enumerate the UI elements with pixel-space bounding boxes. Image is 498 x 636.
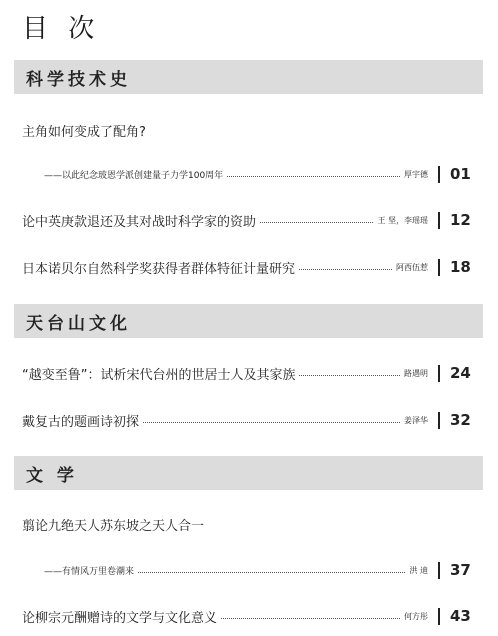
entry-author: 王 坚，李瑶瑶 xyxy=(377,215,428,225)
entry-title: 主角如何变成了配角? xyxy=(22,124,146,140)
dot-leader xyxy=(299,269,392,270)
page-number: 43 xyxy=(450,607,471,625)
page-number: 37 xyxy=(450,561,471,579)
entry-title: 日本诺贝尔自然科学奖获得者群体特征计量研究 xyxy=(22,261,296,277)
page-number: 32 xyxy=(450,411,471,429)
toc-entry[interactable] xyxy=(22,560,474,580)
entry-author: 姜泽华 xyxy=(404,415,428,425)
entry-title: 论中英庚款退还及其对战时科学家的资助 xyxy=(22,214,257,230)
toc-entry[interactable] xyxy=(22,210,474,230)
toc-entry[interactable] xyxy=(22,410,474,430)
entry-title: 戴复古的题画诗初探 xyxy=(22,414,140,430)
toc-entry[interactable] xyxy=(22,257,474,277)
page-separator xyxy=(438,608,440,625)
entry-author: 阿西伍惹 xyxy=(396,262,428,272)
entry-author: 洪 迪 xyxy=(409,565,428,575)
page-separator xyxy=(438,166,440,183)
dot-leader xyxy=(227,176,400,177)
page-number: 12 xyxy=(450,211,471,229)
entry-title: “越变至鲁”：试析宋代台州的世居士人及其家族 xyxy=(22,367,296,383)
page-number: 24 xyxy=(450,364,471,382)
entry-subtitle: ——有情风万里卷潮来 xyxy=(44,566,135,577)
dot-leader xyxy=(138,572,405,573)
toc-entry[interactable] xyxy=(22,606,474,626)
page-separator xyxy=(438,412,440,429)
toc-entry[interactable] xyxy=(22,164,474,184)
toc-entry[interactable] xyxy=(22,363,474,383)
section-heading-literature: 文 学 xyxy=(14,456,483,490)
section-heading-history-of-science: 科学技术史 xyxy=(14,60,483,94)
page-separator xyxy=(438,259,440,276)
dot-leader xyxy=(299,375,400,376)
toc-entry[interactable] xyxy=(22,120,474,140)
entry-title: 论柳宗元酬赠诗的文学与文化意义 xyxy=(22,610,218,626)
toc-entry[interactable] xyxy=(22,514,474,534)
page-number: 01 xyxy=(450,165,471,183)
entry-title: 翦论九绝天人苏东坡之天人合一 xyxy=(22,518,205,534)
entry-author: 厚宇德 xyxy=(404,169,428,179)
page-separator xyxy=(438,212,440,229)
entry-author: 路遇明 xyxy=(404,368,428,378)
dot-leader xyxy=(143,422,400,423)
dot-leader xyxy=(260,222,373,223)
page-separator xyxy=(438,562,440,579)
page-separator xyxy=(438,365,440,382)
entry-author: 何方彤 xyxy=(404,611,428,621)
page-number: 18 xyxy=(450,258,471,276)
dot-leader xyxy=(221,618,400,619)
entry-subtitle: ——以此纪念玻恩学派创建量子力学100周年 xyxy=(44,170,224,181)
page-title: 目 次 xyxy=(22,14,101,44)
section-heading-tiantai-culture: 天台山文化 xyxy=(14,304,483,338)
